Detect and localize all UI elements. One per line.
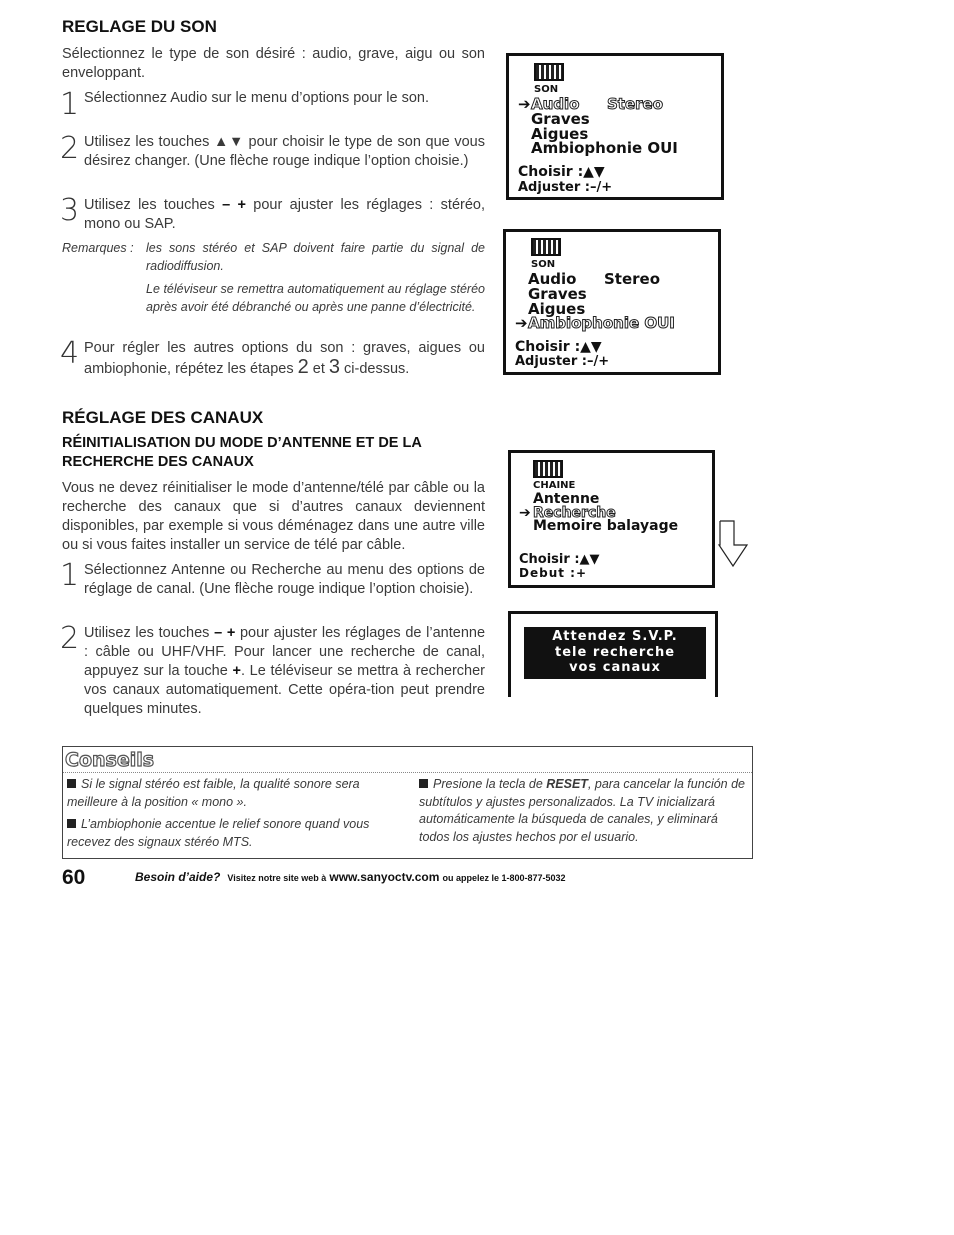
tv-searching-screen [508, 611, 718, 697]
message-line: vos canaux [569, 660, 661, 675]
menu-item-audio: Audio [528, 270, 577, 288]
remark-text: Le téléviseur se remettra automatiquement au réglage stéréo après avoir été débranché ou après une panne d’électricité. [146, 282, 485, 314]
section-title-canaux: RÉGLAGE DES CANAUX [62, 408, 264, 427]
bullet-icon [419, 779, 428, 788]
message-line: tele recherche [554, 644, 676, 660]
step-number: 1 [60, 558, 80, 593]
menu-value-stereo: Stereo [604, 270, 661, 288]
message-line: Attendez S.V.P. [552, 629, 678, 644]
arrow-icon: ➔ [519, 505, 531, 521]
channel-menu-icon [533, 460, 563, 478]
menu-item-memoire: Memoire balayage [533, 518, 679, 534]
menu-item-aigues: Aigues [531, 125, 589, 143]
tv-menu-chaine [508, 450, 715, 588]
tv-menu-son-ambiophonie [503, 229, 721, 375]
menu-hint-choisir: Choisir :▲▼ [515, 339, 602, 355]
searching-message [524, 627, 706, 679]
menu-item-ambiophonie: Ambiophonie OUI [531, 139, 678, 157]
canaux-intro: Vous ne devez réinitialiser le mode d’antenne/télé par câble ou la recherche des canaux que si d’autres canaux deviennent disponibles, par exemple si vous déménagez dans une autre ville ou si vous faites installer un service de télé par câble. [62, 480, 485, 553]
menu-hint-choisir: Choisir :▲▼ [518, 164, 605, 180]
step-number: 1 [60, 87, 80, 122]
page-number: 60 [62, 866, 86, 889]
section-title-son: REGLAGE DU SON [62, 17, 217, 36]
menu-heading: SON [531, 259, 556, 270]
menu-item-ambiophonie: Ambiophonie OUI [528, 314, 675, 332]
menu-item-recherche: Recherche [533, 505, 616, 521]
tip-item: L’ambiophonie accentue le relief sonore quand vous recevez des signaux stéréo MTS. [67, 817, 370, 849]
menu-hint-adjuster: Adjuster :–/+ [518, 180, 613, 195]
menu-heading: CHAINE [533, 480, 576, 491]
tv-menu-son-audio [506, 53, 724, 200]
step-text: Utilisez les touches – + pour ajuster les réglages : stéréo, mono ou SAP. [84, 197, 486, 232]
tips-title: Conseils [65, 749, 155, 771]
step-text: Utilisez les touches – + pour ajuster les réglages de l’antenne : câble ou UHF/VHF. Pour lancer une recherche de canal, appuyez sur la touche +. Le téléviseur se mettra à rechercher vos canaux automatiquement. Cette opéra-tion peut prendre quelques minutes. [84, 625, 486, 717]
bullet-icon [67, 779, 76, 788]
menu-heading: SON [534, 84, 559, 95]
bullet-icon [67, 819, 76, 828]
step-number: 2 [60, 621, 80, 656]
menu-hint-debut: Debut :+ [519, 566, 587, 580]
step-number: 4 [60, 336, 80, 371]
arrow-icon: ➔ [515, 314, 528, 332]
step-text: Utilisez les touches ▲▼ pour choisir le type de son que vous désirez changer. (Une flèche rouge indique l’option choisie.) [84, 134, 485, 169]
down-arrow-icon [717, 519, 751, 569]
son-intro: Sélectionnez le type de son désiré : audio, grave, aigu ou son enveloppant. [62, 46, 485, 81]
step-number: 2 [60, 131, 80, 166]
menu-hint-adjuster: Adjuster :–/+ [515, 354, 610, 369]
step-number: 3 [60, 193, 80, 228]
subsection-title: RÉINITIALISATION DU MODE D’ANTENNE ET DE LA RECHERCHE DES CANAUX [62, 435, 422, 470]
menu-item-antenne: Antenne [533, 491, 600, 507]
tips-divider [63, 772, 752, 773]
step-text: Sélectionnez Antenne ou Recherche au menu des options de réglage de canal. (Une flèche rouge indique l’option choisie). [84, 562, 485, 597]
step-text: Pour régler les autres options du son : graves, aigues ou ambiophonie, répétez les étapes 2 et 3 ci-dessus. [84, 340, 485, 378]
sound-menu-icon [531, 238, 561, 256]
footer-help: Besoin d’aide? Visitez notre site web à www.sanyoctv.com ou appelez le 1-800-877-5032 [135, 870, 566, 884]
remarks-label: Remarques : [62, 241, 134, 255]
website-link[interactable]: www.sanyoctv.com [329, 870, 440, 884]
menu-item-audio: Audio [531, 95, 580, 113]
menu-value-stereo: Stereo [607, 95, 664, 113]
tip-item: Presione la tecla de RESET, para cancelar la función de subtítulos y ajustes personalizados. La TV inicializará automáticamente la búsqueda de canales, y eliminará todos los ajustes hechos por el usuario. [419, 777, 745, 844]
remark-text: les sons stéréo et SAP doivent faire partie du signal de radiodiffusion. [146, 241, 485, 273]
menu-item-graves: Graves [528, 285, 587, 303]
sound-menu-icon [534, 63, 564, 81]
tip-item: Si le signal stéréo est faible, la qualité sonore sera meilleure à la position « mono ». [67, 777, 360, 809]
arrow-icon: ➔ [518, 95, 531, 113]
menu-item-graves: Graves [531, 110, 590, 128]
menu-item-aigues: Aigues [528, 300, 586, 318]
step-text: Sélectionnez Audio sur le menu d’options pour le son. [84, 90, 429, 106]
menu-hint-choisir: Choisir :▲▼ [519, 552, 600, 567]
tips-box [62, 746, 753, 859]
